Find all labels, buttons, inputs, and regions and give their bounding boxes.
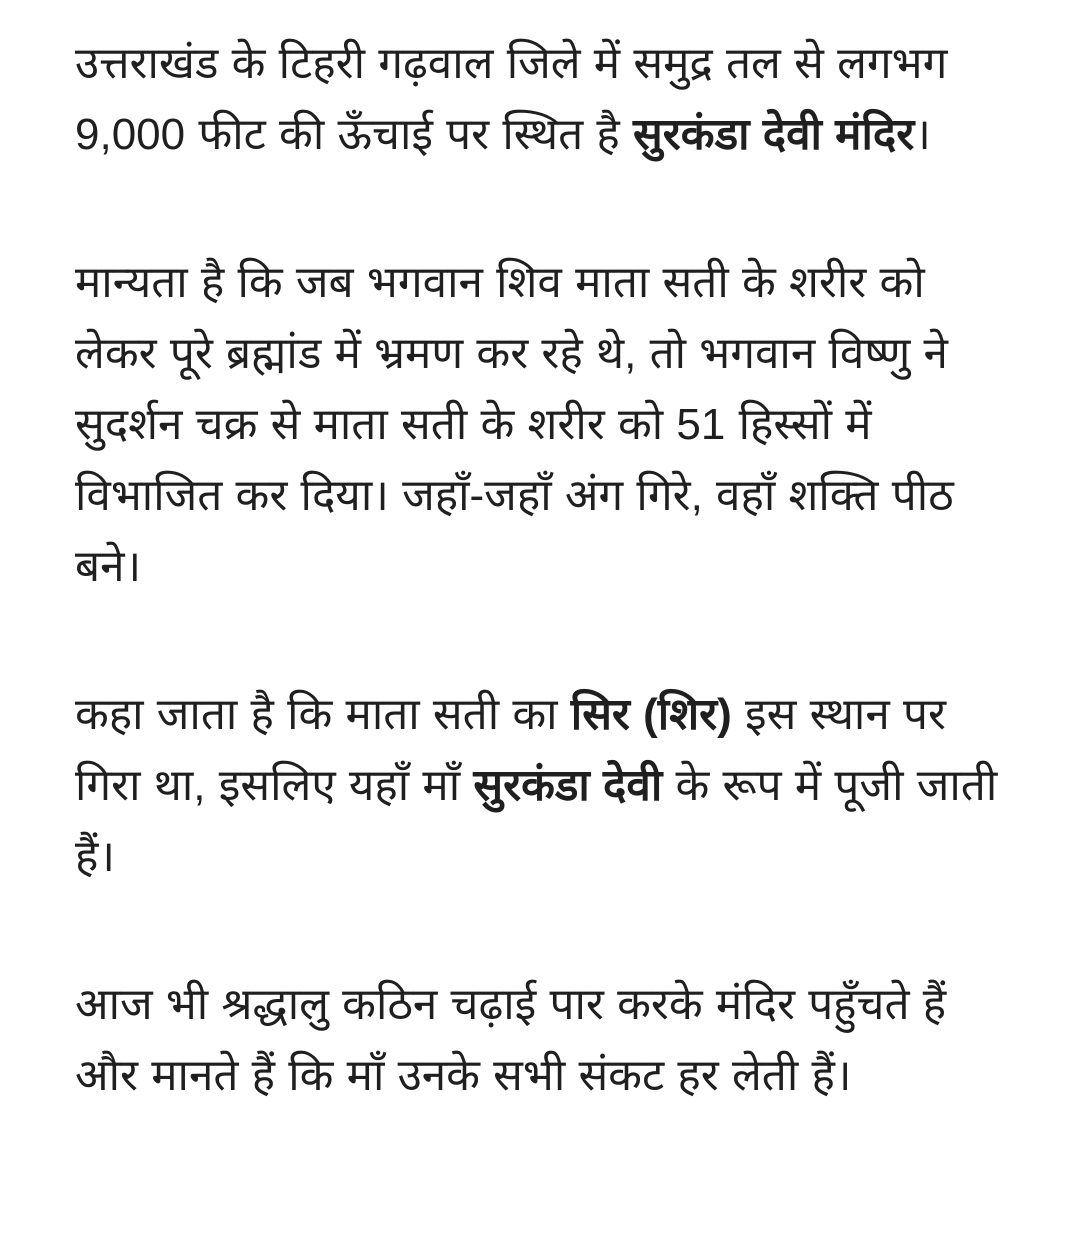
paragraph: [75, 28, 1012, 170]
paragraph: [75, 679, 1012, 892]
bold-text-segment: सिर (शिर): [570, 690, 732, 739]
paragraph-list: [75, 28, 1012, 1111]
text-segment: के रूप में पूजी जाती हैं।: [75, 761, 998, 881]
text-segment: उत्तराखंड के टिहरी गढ़वाल जिले में समुद्र तल से लगभग 9,000 फीट की ऊँचाई पर स्थित है: [75, 39, 948, 159]
paragraph: [75, 969, 1012, 1111]
text-segment: आज भी श्रद्धालु कठिन चढ़ाई पार करके मंदिर पहुँचते हैं और मानते हैं कि माँ उनके सभी संकट हर लेती हैं।: [75, 980, 947, 1100]
text-segment: कहा जाता है कि माता सती का: [75, 690, 571, 739]
text-segment: इस स्थान पर गिरा था, इसलिए यहाँ माँ: [75, 690, 946, 810]
bold-text-segment: सुरकंडा देवी: [473, 761, 663, 810]
bold-text-segment: सुरकंडा देवी मंदिर: [633, 110, 915, 159]
text-segment: मान्यता है कि जब भगवान शिव माता सती के शरीर को लेकर पूरे ब्रह्मांड में भ्रमण कर रहे थे, तो भगवान विष्णु ने सुदर्शन चक्र से माता सती के शरीर को 51 हिस्सों में विभाजित कर दिया। जहाँ-जहाँ अंग गिरे, वहाँ शक्ति पीठ बने।: [75, 258, 954, 591]
paragraph: [75, 247, 1012, 602]
text-segment: ।: [914, 110, 931, 159]
